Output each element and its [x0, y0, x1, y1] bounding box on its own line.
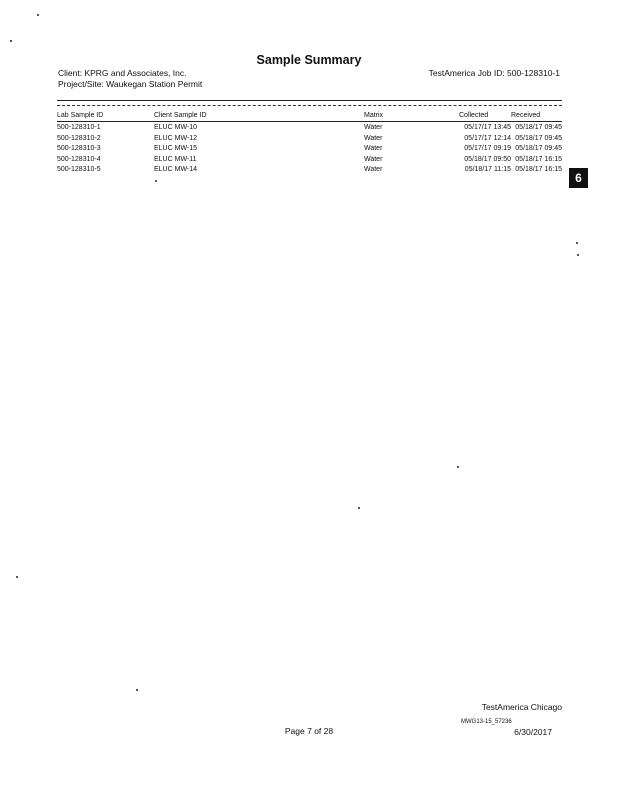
scan-speck — [577, 254, 579, 256]
scan-speck — [16, 576, 18, 578]
received-cell: 05/18/17 09:45 — [515, 134, 562, 142]
table-row — [57, 164, 562, 175]
column-header-matrix: Matrix — [364, 112, 459, 122]
footer-lab-name: TestAmerica Chicago — [481, 702, 562, 712]
page-title: Sample Summary — [256, 53, 362, 67]
sample-table — [57, 112, 562, 175]
header-divider — [57, 100, 562, 101]
footer-document-code: MWG13-15_57236 — [461, 719, 512, 725]
footer-date: 6/30/2017 — [514, 727, 552, 737]
table-row — [57, 122, 562, 133]
client-line: Client: KPRG and Associates, Inc. — [58, 68, 187, 78]
footer-page-number: Page 7 of 28 — [284, 726, 334, 736]
scan-speck — [457, 466, 459, 468]
received-cell: 05/18/17 09:45 — [515, 124, 562, 131]
matrix-cell: Water — [364, 134, 383, 142]
scan-speck — [576, 242, 578, 244]
job-id: TestAmerica Job ID: 500-128310-1 — [428, 68, 560, 78]
received-cell: 05/18/17 09:45 — [515, 145, 562, 152]
column-header-received: Received — [511, 112, 562, 122]
section-tab-marker: 6 — [569, 168, 588, 188]
collected-cell: 05/18/17 11:15 — [464, 166, 511, 173]
lab-sample-id-cell: 500-128310-2 — [57, 134, 101, 142]
received-cell: 05/18/17 16:15 — [515, 155, 562, 163]
column-header-collected: Collected — [459, 112, 511, 122]
received-cell: 05/18/17 16:15 — [515, 166, 562, 173]
lab-sample-id-cell: 500-128310-4 — [57, 155, 101, 163]
scan-speck — [10, 40, 12, 42]
client-sample-id-cell: ELUC MW-12 — [154, 134, 198, 142]
collected-cell: 05/18/17 09:50 — [464, 155, 511, 163]
column-header-lab-sample-id: Lab Sample ID — [57, 112, 154, 122]
collected-cell: 05/17/17 09:19 — [464, 145, 511, 152]
header-divider-secondary — [57, 105, 562, 106]
matrix-cell: Water — [364, 124, 383, 131]
column-header-client-sample-id: Client Sample ID — [154, 112, 364, 122]
project-line: Project/Site: Waukegan Station Permit — [58, 79, 203, 89]
client-sample-id-cell: ELUC MW-11 — [154, 155, 197, 163]
scan-speck — [358, 507, 360, 509]
collected-cell: 05/17/17 13:45 — [464, 124, 511, 131]
collected-cell: 05/17/17 12:14 — [464, 134, 511, 142]
lab-sample-id-cell: 500-128310-1 — [57, 124, 101, 131]
lab-sample-id-cell: 500-128310-3 — [57, 145, 101, 152]
table-header-row — [57, 112, 562, 122]
scan-speck — [37, 14, 39, 16]
table-row — [57, 154, 562, 165]
scan-speck — [136, 689, 138, 691]
header-left — [58, 68, 202, 90]
table-row — [57, 133, 562, 144]
matrix-cell: Water — [364, 155, 383, 163]
client-sample-id-cell: ELUC MW-15 — [154, 145, 198, 152]
matrix-cell: Water — [364, 145, 383, 152]
matrix-cell: Water — [364, 166, 383, 173]
scan-speck — [155, 180, 157, 182]
client-sample-id-cell: ELUC MW-10 — [154, 124, 198, 131]
table-row — [57, 143, 562, 154]
client-sample-id-cell: ELUC MW-14 — [154, 166, 198, 173]
lab-sample-id-cell: 500-128310-5 — [57, 166, 101, 173]
